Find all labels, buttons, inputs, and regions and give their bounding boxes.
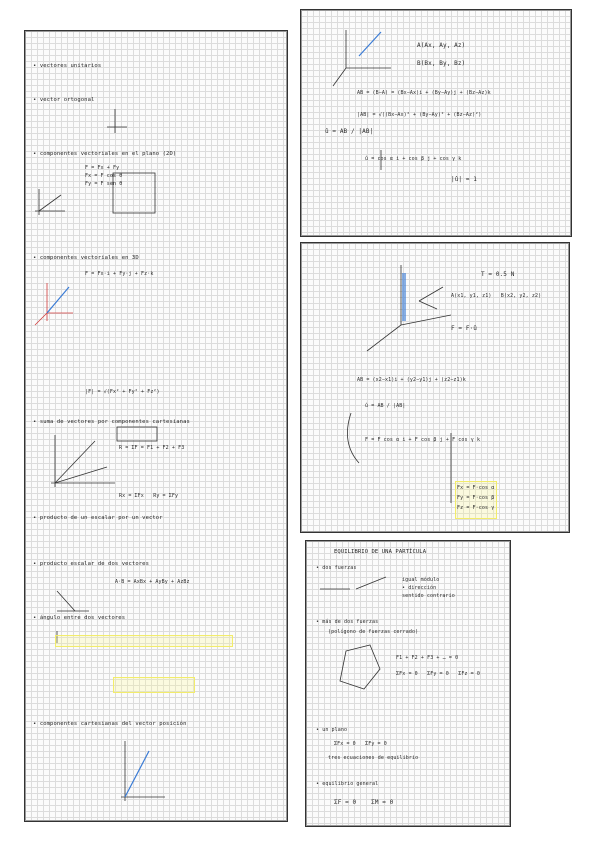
eq-force-components: F = F cos α i + F cos β j + F cos γ k [365,437,481,443]
heading-scalar-product: • producto de un escalar por un vector [33,515,163,521]
heading-cartesian-sum: • suma de vectores por componentes cartesianas [33,419,190,425]
eq-ab-vector: AB = (B−A) = (Bx−Ax)i + (By−Ay)j + (Bz−Az)k [357,90,491,96]
eq-resultant-components: Rx = ΣFx Ry = ΣFy [119,493,179,499]
section-general-equilibrium: • equilibrio general [316,781,379,787]
eq-f-sum: F = Fx + Fy [85,165,120,171]
heading-2d-components: • componentes vectoriales en el plano (2D) [33,151,177,157]
eq-unit-vector: û = AB / |AB| [365,403,406,409]
eq-fx: Fx = F·cos α [457,485,495,491]
eq-3d-vector: F = Fx·i + Fy·j + Fz·k [85,271,154,277]
heading-3d-components: • componentes vectoriales en 3D [33,255,139,261]
eq-fx-cos: Fx = F cos θ [85,173,123,179]
eq-ab-vector: AB = (x2−x1)i + (y2−y1)j + (z2−z1)k [357,377,466,383]
heading-unit-vectors: • vectores unitarios [33,63,102,69]
eq-dot-product: A·B = AxBx + AyBy + AzBz [115,579,190,585]
section-more-forces: • más de dos fuerzas [316,619,379,625]
note-opposite-sense: sentido contrario [402,593,455,599]
heading-dot-product: • producto escalar de dos vectores [33,561,149,567]
note-force-polygon: (polígono de fuerzas cerrado) [328,629,419,635]
eq-fy: Fy = F·cos β [457,495,495,501]
point-b: B(Bx, By, Bz) [417,60,466,67]
left-sketches [25,31,287,821]
eq-fy-sen: Fy = F sen θ [85,181,123,187]
eq-force-unit: F = F·û [451,325,477,332]
heading-position-vector: • componentes cartesianas del vector posición [33,721,187,727]
notes-page-middle-right [300,242,570,533]
highlight-box [55,635,233,647]
section-two-forces: • dos fuerzas [316,565,357,571]
note-three-equations: tres ecuaciones de equilibrio [328,755,419,761]
eq-general: ΣF = 0 ΣM = 0 [334,799,394,806]
eq-plane: ΣFx = 0 ΣFy = 0 [334,741,387,747]
section-one-plane: • un plano [316,727,348,733]
notes-page-bottom-right [305,540,511,827]
eq-3d-modulus: |F| = √(Fx² + Fy² + Fz²) [85,389,160,395]
highlight-box [113,677,195,693]
point-a: A(Ax, Ay, Az) [417,42,466,49]
eq-unit-modulus: |û| = 1 [451,176,477,183]
mr-sketch [301,243,569,532]
heading-angle-between: • ángulo entre dos vectores [33,615,126,621]
eq-force-sum: F1 + F2 + F3 + … = 0 [396,655,459,661]
eq-tension: T = 0.5 N [481,271,515,278]
heading-orthogonal-vector: • vector ortogonal [33,97,95,103]
eq-ab-modulus: |AB| = √((Bx−Ax)² + (By−Ay)² + (Bz−Az)²) [357,112,482,118]
notes-page-top-right [300,9,572,237]
page-title: EQUILIBRIO DE UNA PARTÍCULA [334,549,427,555]
note-direction: • dirección [402,585,437,591]
note-equal-modulus: igual módulo [402,577,440,583]
points-ab: A(x1, y1, z1) B(x2, y2, z2) [451,293,542,299]
eq-direction-cosines: û = cos α i + cos β j + cos γ k [365,156,462,162]
eq-unit-vector: û = AB / |AB| [325,128,374,135]
eq-resultant: R = ΣF = F1 + F2 + F3 [119,445,185,451]
eq-fz: Fz = F·cos γ [457,505,495,511]
eq-force-components: ΣFx = 0 ΣFy = 0 ΣFz = 0 [396,671,480,677]
notes-page-left [24,30,288,822]
